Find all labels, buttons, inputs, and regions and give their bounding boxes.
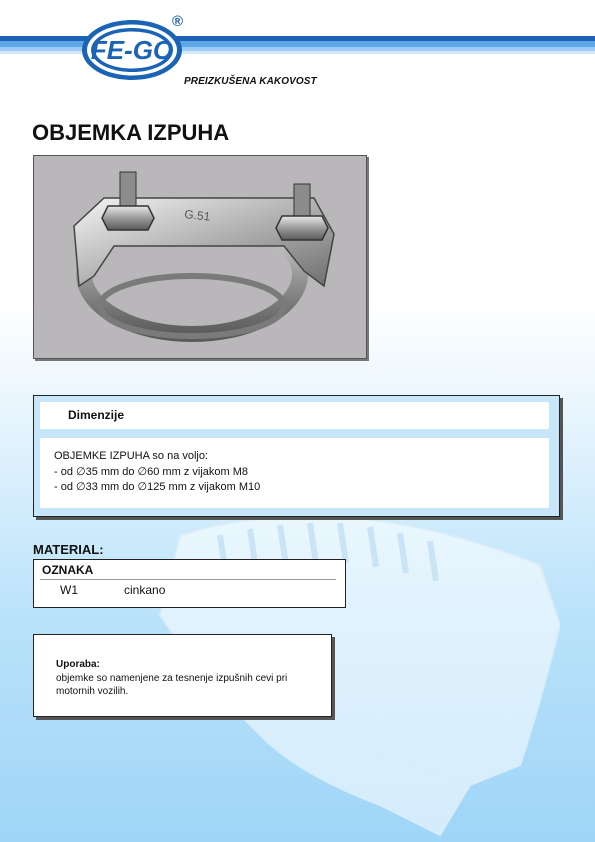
usage-title: Uporaba: [56,659,100,670]
fego-logo [80,18,184,82]
dimensions-line: - od ∅33 mm do ∅125 mm z vijakom M10 [54,481,261,493]
page-title: OBJEMKA IZPUHA [32,120,230,145]
dimensions-body [40,438,549,508]
svg-text:G.51: G.51 [183,207,212,224]
material-code: W1 [60,583,78,597]
registered-mark: ® [172,13,184,30]
slogan: PREIZKUŠENA KAKOVOST [184,76,317,87]
dimensions-line: OBJEMKE IZPUHA so na voljo: [54,450,209,462]
dimensions-header [40,402,549,429]
material-table [33,559,346,608]
material-divider [40,579,336,580]
exhaust-clamp-illustration [34,156,366,358]
product-photo [33,155,367,359]
logo-text: FE-GO [90,35,174,65]
usage-panel [33,634,332,717]
dimensions-panel [33,395,560,517]
dimensions-heading: Dimenzije [68,408,125,422]
material-label: MATERIAL: [33,542,104,557]
material-column-header: OZNAKA [42,563,94,577]
dimensions-line: - od ∅35 mm do ∅60 mm z vijakom M8 [54,466,248,478]
material-description: cinkano [124,583,166,597]
usage-text: objemke so namenjene za tesnenje izpušnih cevi pri motornih vozilih. [56,673,288,697]
